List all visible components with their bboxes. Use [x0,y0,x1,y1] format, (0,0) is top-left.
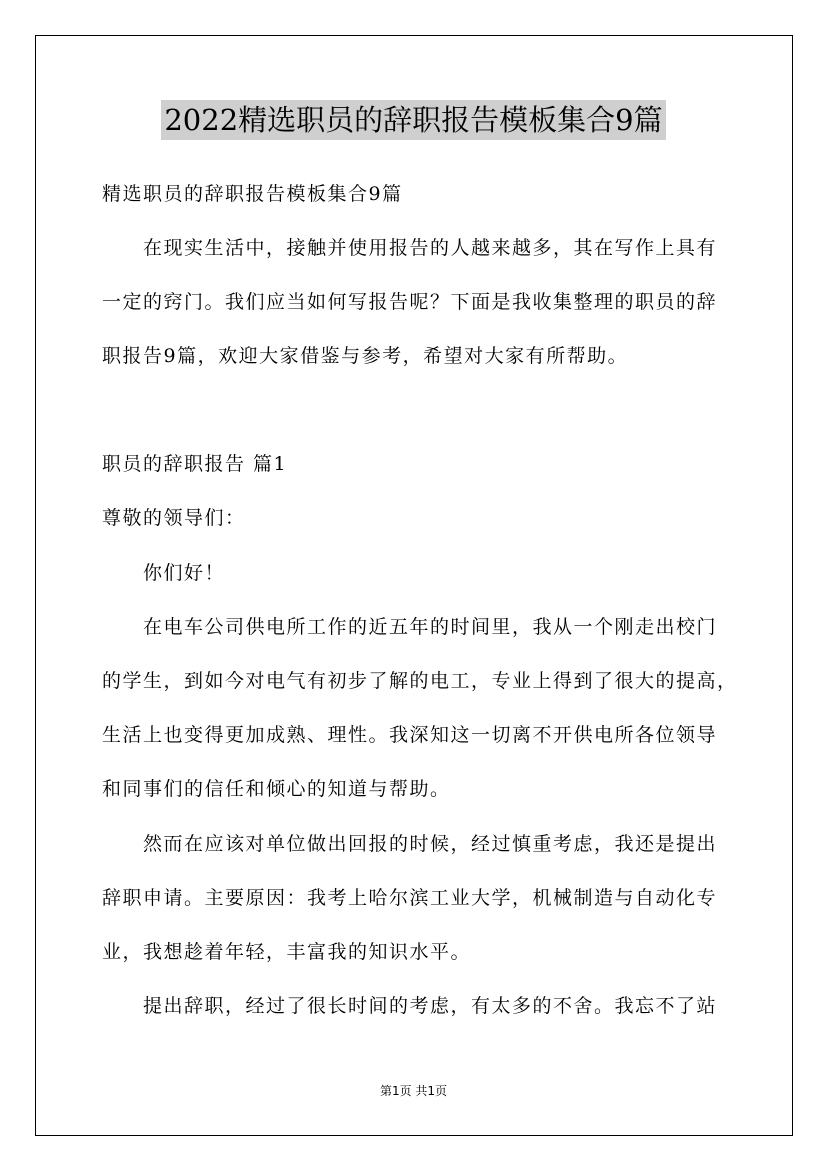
salutation: 尊敬的领导们： [102,507,246,529]
intro-line-3: 职报告9篇，欢迎大家借鉴与参考，希望对大家有所帮助。 [102,345,629,367]
paragraph-line: 然而在应该对单位做出回报的时候，经过慎重考虑，我还是提出 [143,833,718,855]
paragraph-line: 和同事们的信任和倾心的知道与帮助。 [102,778,451,800]
section-heading: 职员的辞职报告 篇1 [102,453,288,475]
paragraph-line: 在电车公司供电所工作的近五年的时间里，我从一个刚走出校门 [143,616,718,638]
paragraph-line: 提出辞职，经过了很长时间的考虑，有太多的不舍。我忘不了站 [143,995,718,1017]
paragraph-line: 辞职申请。主要原因：我考上哈尔滨工业大学，机械制造与自动化专 [102,887,718,909]
intro-line-1: 在现实生活中，接触并使用报告的人越来越多，其在写作上具有 [143,237,718,259]
intro-line-2: 一定的窍门。我们应当如何写报告呢？下面是我收集整理的职员的辞 [102,291,718,313]
document-title: 2022精选职员的辞职报告模板集合9篇 [161,100,665,140]
paragraph-line: 的学生，到如今对电气有初步了解的电工，专业上得到了很大的提高， [102,670,738,692]
greeting: 你们好！ [143,562,226,584]
paragraph-line: 业，我想趁着年轻，丰富我的知识水平。 [102,941,472,963]
title-container [0,100,827,140]
page-footer: 第1页 共1页 [379,1084,448,1098]
paragraph-line: 生活上也变得更加成熟、理性。我深知这一切离不开供电所各位领导 [102,724,718,746]
document-subtitle: 精选职员的辞职报告模板集合9篇 [102,183,403,205]
